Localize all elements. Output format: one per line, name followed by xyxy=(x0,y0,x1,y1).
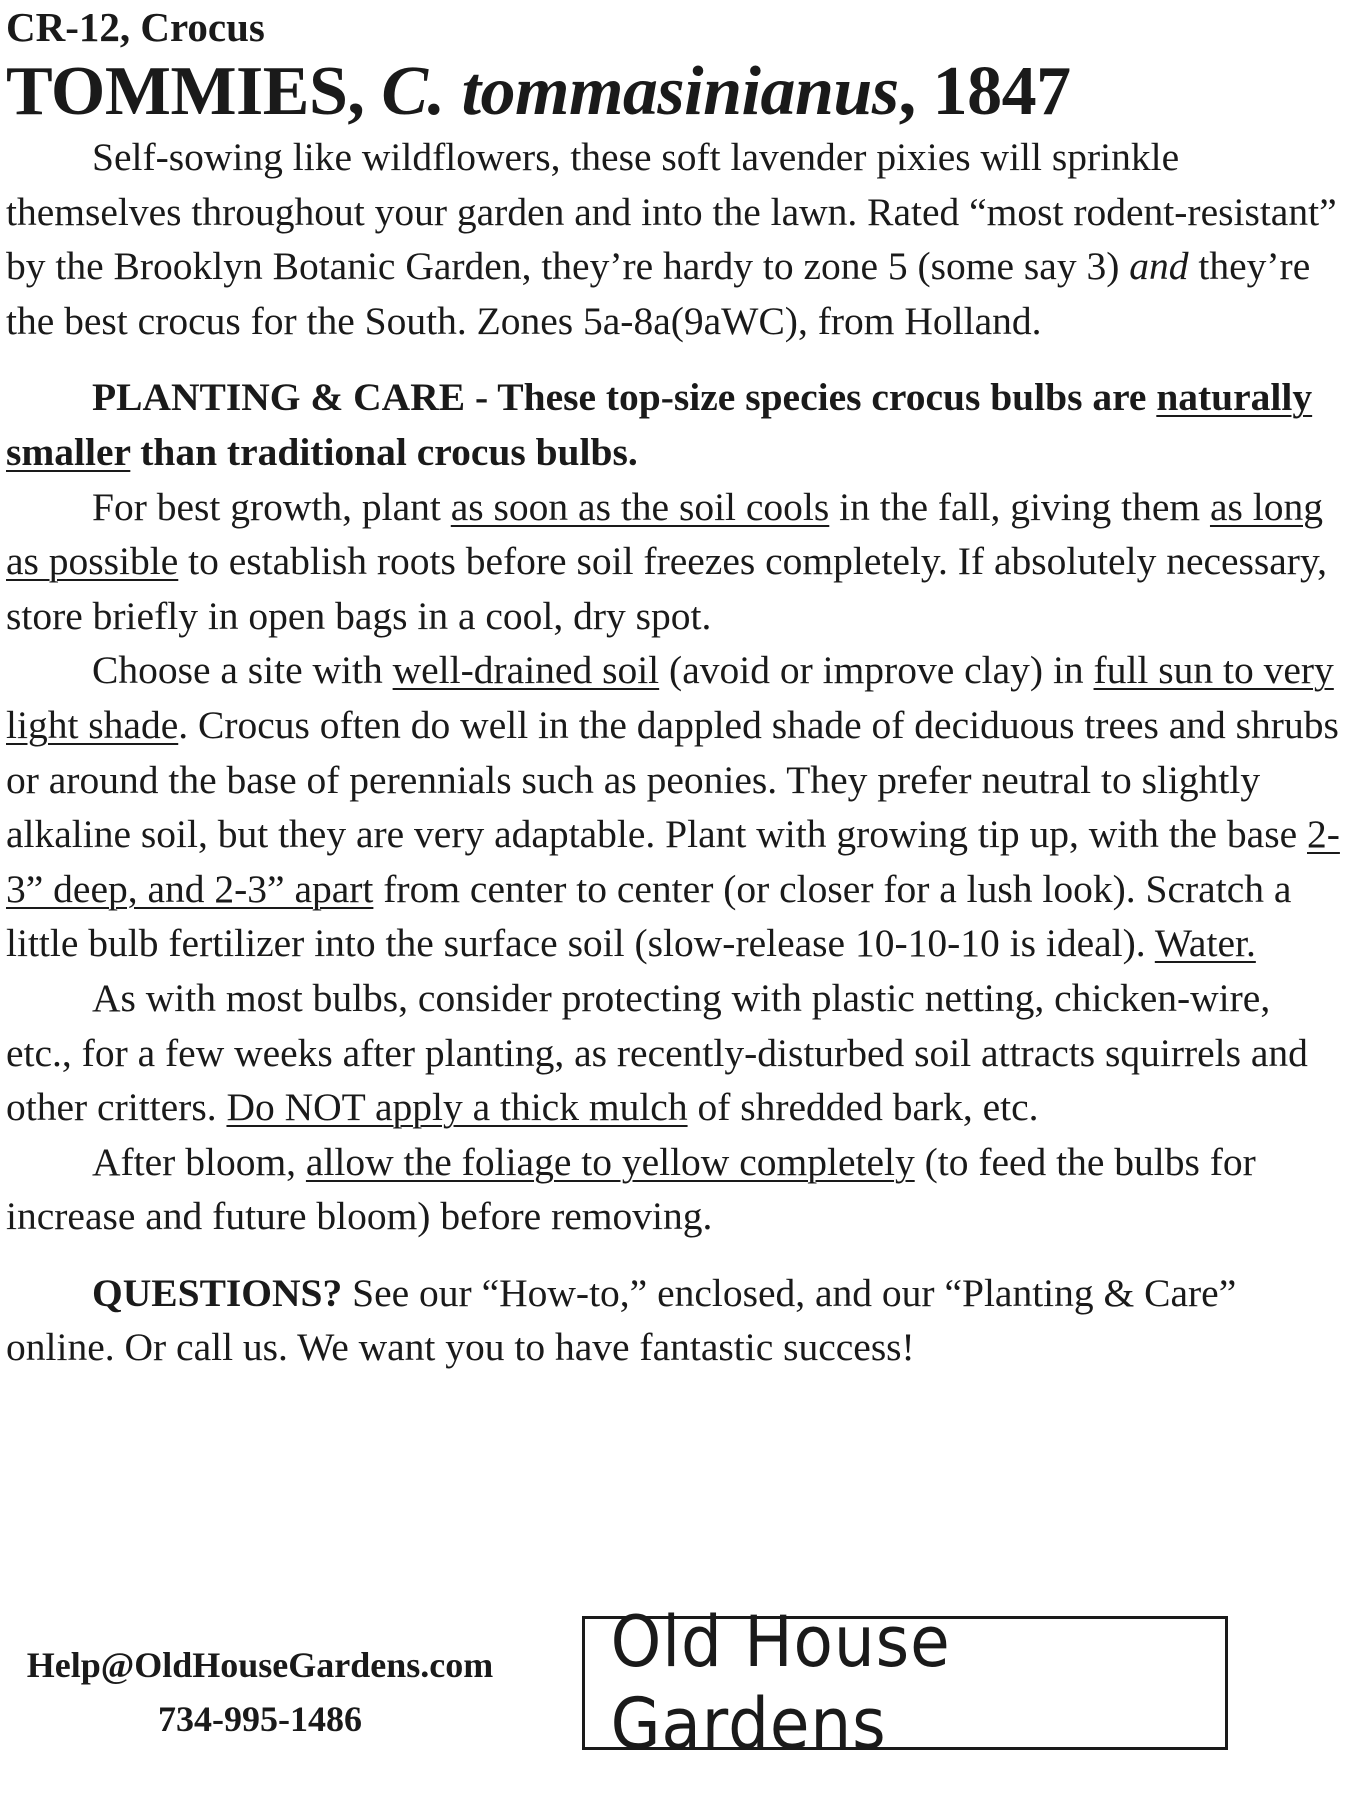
title-common-name: TOMMIES, xyxy=(6,53,382,130)
after-bloom-paragraph: After bloom, allow the foliage to yellow completely (to feed the bulbs for increase and future bloom) before removing. xyxy=(6,1139,1256,1239)
document-page xyxy=(6,0,1340,1375)
title-year: , 1847 xyxy=(898,53,1071,130)
intro-paragraph: Self-sowing like wildflowers, these soft lavender pixies will sprinkle themselves throughout your garden and into the lawn. Rated “most rodent-resistant” by the Brooklyn Botanic Garden, they’re hardy to zone 5 (some say 3) and they’re the best crocus for the South. Zones 5a-8a(9aWC), from Holland. xyxy=(6,135,1337,343)
contact-block xyxy=(6,1638,514,1746)
protection-paragraph: As with most bulbs, consider protecting with plastic netting, chicken-wire, etc., for a few weeks after planting, as recently-disturbed soil attracts squirrels and other critters. Do NOT apply a thick mulch of shredded bark, etc. xyxy=(6,975,1308,1130)
product-title xyxy=(6,54,1340,130)
planting-heading: PLANTING & CARE - These top-size species crocus bulbs are naturally smaller than traditional crocus bulbs. xyxy=(6,375,1313,474)
brand-logo xyxy=(582,1601,1228,1765)
product-code: CR-12, Crocus xyxy=(6,4,265,50)
site-paragraph: Choose a site with well-drained soil (avoid or improve clay) in full sun to very light shade. Crocus often do well in the dappled shade of deciduous trees and shrubs or around the base of perennials such as peonies. They prefer neutral to slightly alkaline soil, but they are very adaptable. Plant with growing tip up, with the base 2-3” deep, and 2-3” apart from center to center (or closer for a lush look). Scratch a little bulb fertilizer into the surface soil (slow-release 10-10-10 is ideal). Water. xyxy=(6,648,1340,966)
contact-phone[interactable]: 734-995-1486 xyxy=(158,1699,362,1739)
title-latin-name: C. tommasinianus xyxy=(381,53,899,130)
brand-logo-text: Old House Gardens xyxy=(610,1601,951,1765)
timing-paragraph: For best growth, plant as soon as the soil cools in the fall, giving them as long as possible to establish roots before soil freezes completely. If absolutely necessary, store briefly in open bags in a cool, dry spot. xyxy=(6,484,1328,638)
contact-email[interactable]: Help@OldHouseGardens.com xyxy=(26,1645,494,1685)
questions-paragraph: QUESTIONS? See our “How-to,” enclosed, and our “Planting & Care” online. Or call us. We want you to have fantastic success! xyxy=(6,1270,1237,1370)
